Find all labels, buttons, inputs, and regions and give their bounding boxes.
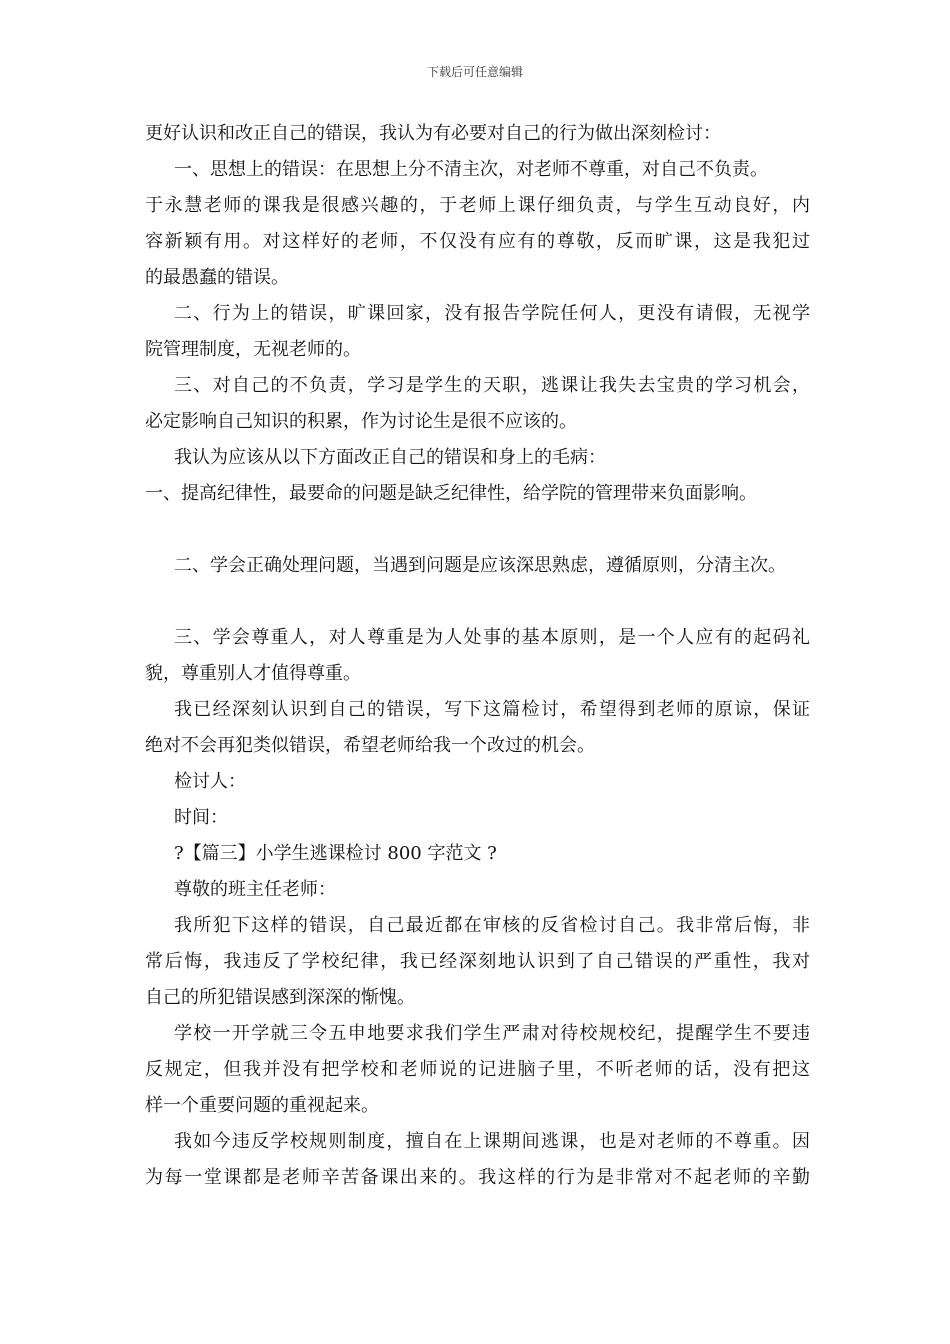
text-line: 院管理制度，无视老师的。	[145, 339, 361, 360]
blank-line	[145, 512, 810, 548]
text-line: 检讨人：	[174, 771, 246, 792]
document-body	[145, 116, 810, 1196]
text-line: 的最愚蠢的错误。	[145, 267, 289, 288]
text-line: 三、学会尊重人，对人尊重是为人处事的基本原则，是一个人应有的起码礼	[174, 627, 810, 648]
text-line: 三、对自己的不负责，学习是学生的天职，逃课让我失去宝贵的学习机会，	[174, 375, 810, 396]
text-line: 容新颖有用。对这样好的老师，不仅没有应有的尊敬，反而旷课，这是我犯过	[145, 231, 810, 252]
text-line: 反规定，但我并没有把学校和老师说的记进脑子里，不听老师的话，没有把这	[145, 1059, 810, 1080]
text-line: 时间：	[174, 807, 228, 828]
text-line: 学校一开学就三令五申地要求我们学生严肃对待校规校纪，提醒学生不要违	[174, 1023, 810, 1044]
text-line: 二、行为上的错误，旷课回家，没有报告学院任何人，更没有请假，无视学	[174, 303, 810, 324]
blank-line	[145, 584, 810, 620]
text-line: 一、思想上的错误：在思想上分不清主次，对老师不尊重，对自己不负责。	[174, 159, 768, 180]
text-line: 貌，尊重别人才值得尊重。	[145, 663, 361, 684]
text-line: 自己的所犯错误感到深深的惭愧。	[145, 987, 415, 1008]
text-line: 我认为应该从以下方面改正自己的错误和身上的毛病：	[174, 447, 606, 468]
text-line: 常后悔，我违反了学校纪律，我已经深刻地认识到了自己错误的严重性，我对	[145, 951, 810, 972]
text-line: 二、学会正确处理问题，当遇到问题是应该深思熟虑，遵循原则，分清主次。	[174, 555, 786, 576]
text-line: 尊敬的班主任老师：	[174, 879, 336, 900]
text-line: 绝对不会再犯类似错误，希望老师给我一个改过的机会。	[145, 735, 595, 756]
text-line: 为每一堂课都是老师辛苦备课出来的。我这样的行为是非常对不起老师的辛勤	[145, 1167, 810, 1188]
text-line: 我所犯下这样的错误，自己最近都在审核的反省检讨自己。我非常后悔，非	[174, 915, 810, 936]
text-line: 我已经深刻认识到自己的错误，写下这篇检讨，希望得到老师的原谅，保证	[174, 699, 810, 720]
text-line: ?【篇三】小学生逃课检讨 800 字范文 ?	[174, 843, 497, 864]
text-line: 必定影响自己知识的积累，作为讨论生是很不应该的。	[145, 411, 577, 432]
page-header: 下载后可任意编辑	[426, 65, 523, 79]
text-line: 更好认识和改正自己的错误，我认为有必要对自己的行为做出深刻检讨：	[145, 123, 721, 144]
text-line: 一、提高纪律性，最要命的问题是缺乏纪律性，给学院的管理带来负面影响。	[145, 483, 757, 504]
text-line: 样一个重要问题的重视起来。	[145, 1095, 379, 1116]
text-line: 于永慧老师的课我是很感兴趣的，于老师上课仔细负责，与学生互动良好，内	[145, 195, 810, 216]
text-line: 我如今违反学校规则制度，擅自在上课期间逃课，也是对老师的不尊重。因	[174, 1131, 810, 1152]
